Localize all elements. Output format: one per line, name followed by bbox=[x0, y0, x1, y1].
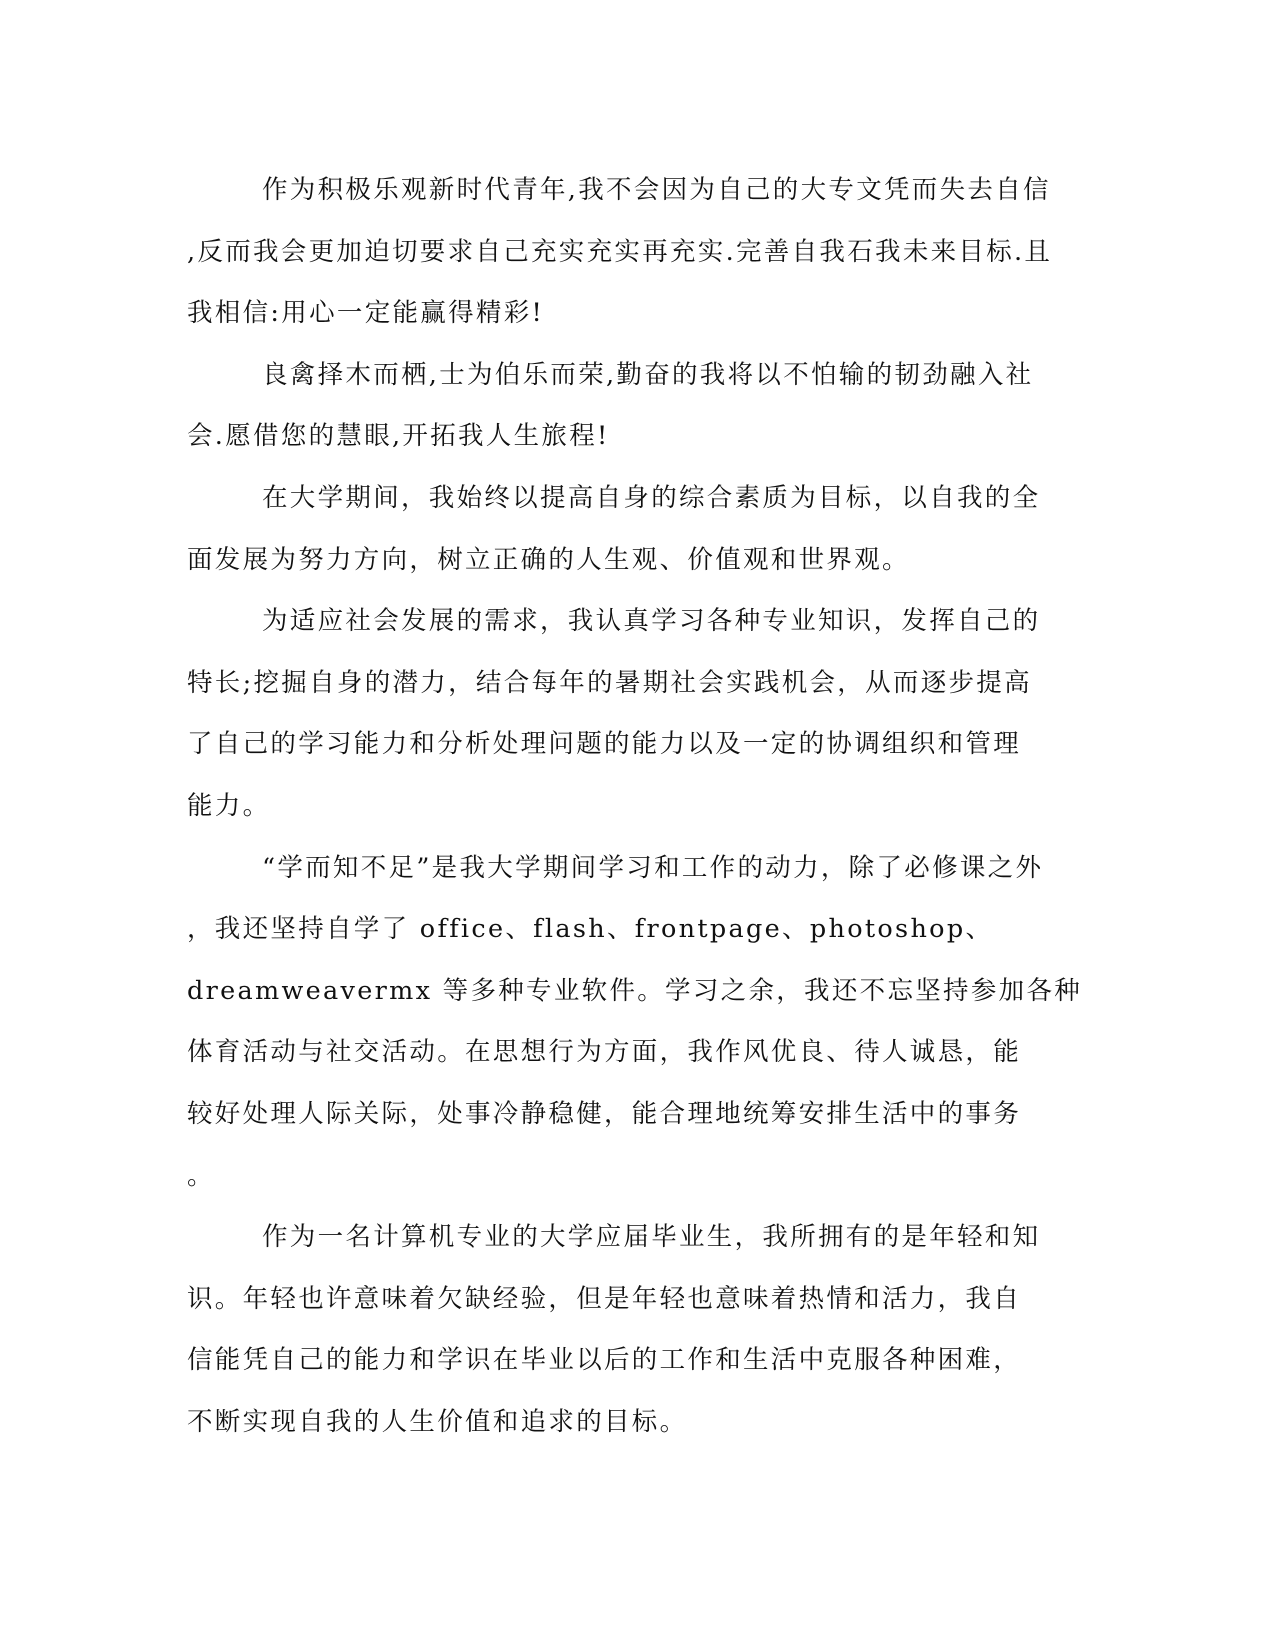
text-line: 我相信:用心一定能赢得精彩! bbox=[187, 298, 545, 329]
text-line: 为适应社会发展的需求，我认真学习各种专业知识，发挥自己的 bbox=[262, 606, 1041, 637]
text-line: ，我还坚持自学了 office、flash、frontpage、photoshop、 bbox=[187, 914, 994, 945]
text-line: 在大学期间，我始终以提高自身的综合素质为目标，以自我的全 bbox=[262, 482, 1041, 513]
paragraph-5 bbox=[187, 838, 1087, 1208]
paragraph-3 bbox=[187, 468, 1087, 591]
text-line: 较好处理人际关际，处事冷静稳健，能合理地统筹安排生活中的事务 bbox=[187, 1098, 1022, 1129]
text-line: 会.愿借您的慧眼,开拓我人生旅程! bbox=[187, 421, 610, 452]
text-line: 作为积极乐观新时代青年,我不会因为自己的大专文凭而失去自信 bbox=[262, 175, 1051, 205]
text-line: 信能凭自己的能力和学识在毕业以后的工作和生活中克服各种困难， bbox=[187, 1345, 1022, 1376]
paragraph-2 bbox=[187, 345, 1087, 468]
text-line: dreamweavermx 等多种专业软件。学习之余，我还不忘坚持参加各种 bbox=[187, 975, 1083, 1006]
text-line: 作为一名计算机专业的大学应届毕业生，我所拥有的是年轻和知 bbox=[262, 1222, 1041, 1253]
text-line: 了自己的学习能力和分析处理问题的能力以及一定的协调组织和管理 bbox=[187, 729, 1022, 760]
text-line: 识。年轻也许意味着欠缺经验，但是年轻也意味着热情和活力，我自 bbox=[187, 1283, 1022, 1314]
document-body bbox=[187, 160, 1087, 1453]
paragraph-1 bbox=[187, 160, 1087, 345]
text-line: 。 bbox=[187, 1160, 215, 1191]
text-line: “学而知不足”是我大学期间学习和工作的动力，除了必修课之外 bbox=[262, 852, 1044, 883]
text-line: 不断实现自我的人生价值和追求的目标。 bbox=[187, 1406, 688, 1437]
text-line: 面发展为努力方向，树立正确的人生观、价值观和世界观。 bbox=[187, 544, 910, 575]
text-line: 特长;挖掘自身的潜力，结合每年的暑期社会实践机会，从而逐步提高 bbox=[187, 667, 1032, 698]
paragraph-6 bbox=[187, 1207, 1087, 1453]
text-line: 良禽择木而栖,士为伯乐而荣,勤奋的我将以不怕输的韧劲融入社 bbox=[262, 359, 1034, 390]
text-line: ,反而我会更加迫切要求自己充实充实再充实.完善自我石我未来目标.且 bbox=[187, 236, 1053, 267]
text-line: 能力。 bbox=[187, 790, 271, 821]
paragraph-4 bbox=[187, 591, 1087, 837]
text-line: 体育活动与社交活动。在思想行为方面，我作风优良、待人诚恳，能 bbox=[187, 1037, 1022, 1068]
